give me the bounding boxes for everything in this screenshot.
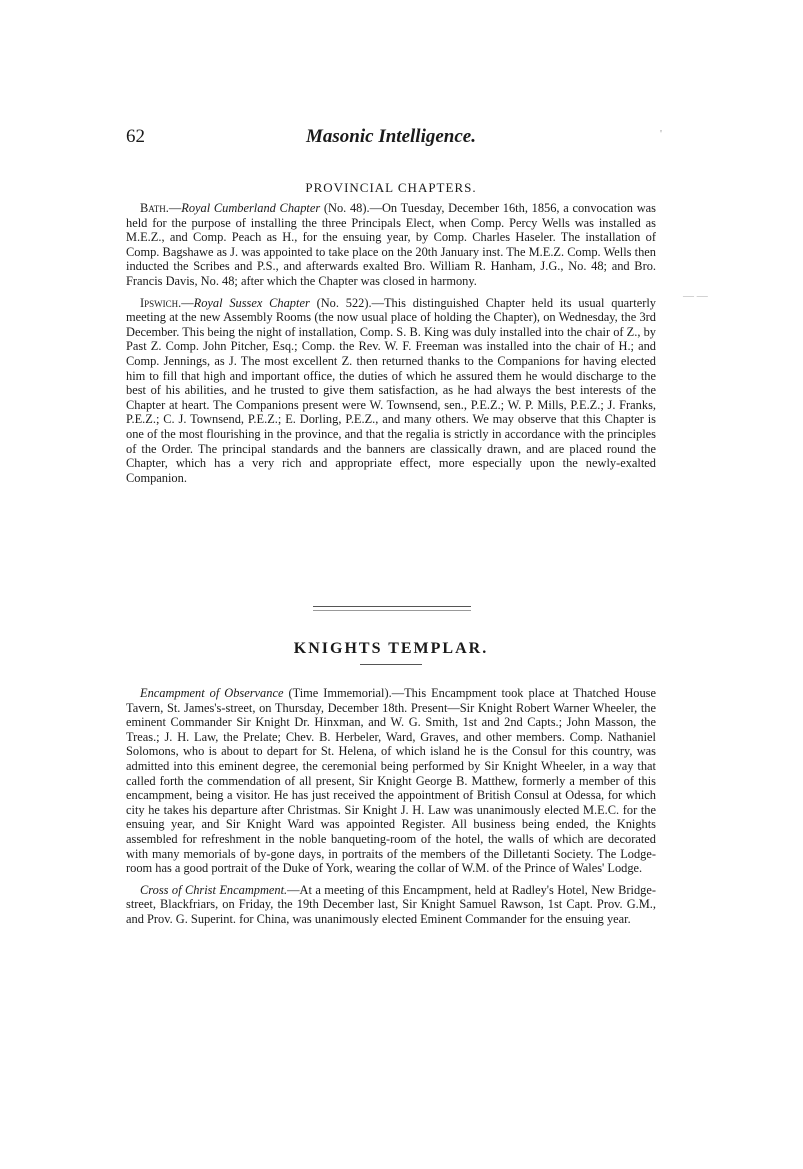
margin-dash: — — xyxy=(683,290,708,302)
encampment-name: Encampment of Observance xyxy=(140,686,284,700)
paragraph-text: (Time Immemorial).—This Encampment took place at Thatched House Tavern, St. James's-street, on Thursday, December 18th. Present—Sir Knight Robert Warner Wheeler, the eminent Commander Sir Knight Dr. Hinxman, and W. G. Smith, 1st and 2nd Capts.; John Masson, the Treas.; J. H. Law, the Prelate; Chev. B. Herbeler, Ward, Graves, and other members. Comp. Nathaniel Solomons, who is about to depart for St. Helena, of which island he is the Consul for this country, was admitted into this eminent degree, the ceremonial being performed by Sir Knight Wheeler, in a way that called forth the commendation of all present, Sir Knight George B. Matthew, formerly a member of this encampment, being a visitor. He has just received the appointment of British Consul at Odessa, for which city he takes his departure after Christmas. Sir Knight J. H. Law was unanimously elected M.E.C. for the ensuing year, and Sir Knight Ward was appointed Register. All business being ended, the Knights assembled for refreshment in the noble banqueting-room of the hotel, the walls of which are decorated with many memorials of by-gone days, in portraits of the members of the Dilletanti Society. The Lodge-room has a good portrait of the Duke of York, wearing the collar of W.M. of the Prince of Wales' Lodge. xyxy=(126,686,656,876)
title-underline xyxy=(360,664,422,665)
paragraph-observance xyxy=(126,686,656,876)
paragraph-text: —At a meeting of this Encampment, held at Radley's Hotel, New Bridge-street, Blackfriars, on Friday, the 19th December last, Sir Knight Samuel Rawson, 1st Capt. Prov. G.M., and Prov. G. Superint. for China, was unanimously elected Eminent Commander for the ensuing year. xyxy=(126,882,656,926)
section-divider-lower xyxy=(313,610,471,611)
paragraph-bath: Bath.—Royal Cumberland Chapter (No. 48).—On Tuesday, December 16th, 1856, a convocation was held for the purpose of installing the three Principals Elect, when Comp. Percy Wells was installed as M.E.Z., and Comp. Peach as H., for the ensuing year, by Comp. Charles Haseler. The installation of Comp. Bagshawe as J. was appointed to take place on the 20th January inst. The M.E.Z. Comp. Wells then inducted the Scribes and P.S., and afterwards exalted Bro. William R. Hanham, J.G., No. 48; and Bro. Francis Davis, No. 48; after which the Chapter was closed in harmony. xyxy=(126,201,656,288)
knights-templar-body xyxy=(126,686,656,934)
provincial-chapters-title: PROVINCIAL CHAPTERS. xyxy=(305,180,477,195)
paragraph-text: (No. 522).—This distinguished Chapter held its usual quarterly meeting at the new Assembly Rooms (the now usual place of holding the Chapter), on Wednesday, the 3rd December. This being the night of installation, Comp. S. B. King was duly installed into the chair of Z., by Past Z. Comp. John Pitcher, Esq.; Comp. the Rev. W. F. Freeman was installed into the chair of H.; and Comp. Jennings, as J. The most excellent Z. then returned thanks to the Companions for having elected him to fill that high and important office, the duties of which he assured them he would discharge to the best of his abilities, and he trusted to give them satisfaction, as he had always the best interests of the Chapter at heart. The Companions present were W. Townsend, sen., P.E.Z.; W. P. Mills, P.E.Z.; J. Franks, P.E.Z.; C. J. Townsend, P.E.Z.; E. Dorling, P.E.Z., and many others. We may observe that this Chapter is one of the most flourishing in the province, and that the regalia is strictly in accordance with the principles of the Order. The principal standards and the banners are classically drawn, and are placed round the Chapter, which has a very rich and appropriate effect, more especially upon the newly-exalted Companion. xyxy=(126,295,656,485)
section-divider xyxy=(313,606,471,607)
paragraph-ipswich: Ipswich.—Royal Sussex Chapter (No. 522).—This distinguished Chapter held its usual quarterly meeting at the new Assembly Rooms (the now usual place of holding the Chapter), on Wednesday, the 3rd December. This being the night of installation, Comp. S. B. King was duly installed into the chair of Z., by Past Z. Comp. John Pitcher, Esq.; Comp. the Rev. W. F. Freeman was installed into the chair of H.; and Comp. Jennings, as J. The most excellent Z. then returned thanks to the Companions for having elected him to fill that high and important office, the duties of which he assured them he would discharge to the best of his abilities, and he trusted to give them satisfaction, as he had always the best interests of the Chapter at heart. The Companions present were W. Townsend, sen., P.E.Z.; W. P. Mills, P.E.Z.; J. Franks, P.E.Z.; C. J. Townsend, P.E.Z.; E. Dorling, P.E.Z., and many others. We may observe that this Chapter is one of the most flourishing in the province, and that the regalia is strictly in accordance with the principles of the Order. The principal standards and the banners are classically drawn, and are placed round the Chapter, which has a very rich and appropriate effect, more especially upon the newly-exalted Companion. xyxy=(126,295,656,485)
provincial-chapters-body xyxy=(126,201,656,492)
chapter-name: Royal Sussex Chapter xyxy=(193,295,310,310)
chapter-name: Royal Cumberland Chapter xyxy=(181,201,321,215)
paragraph-cross-of-christ xyxy=(126,883,656,927)
paragraph-text: (No. 48).—On Tuesday, December 16th, 1856, a convocation was held for the purpose of installing the three Principals Elect, when Comp. Percy Wells was installed as M.E.Z., and Comp. Peach as H., for the ensuing year, by Comp. Charles Haseler. The installation of Comp. Bagshawe as J. was appointed to take place on the 20th January inst. The M.E.Z. Comp. Wells then inducted the Scribes and P.S., and afterwards exalted Bro. William R. Hanham, J.G., No. 48; and Bro. Francis Davis, No. 48; after which the Chapter was closed in harmony. xyxy=(126,201,656,288)
page-header xyxy=(126,126,656,154)
page-number: 62 xyxy=(126,126,145,147)
place-name: Bath. xyxy=(140,201,169,215)
margin-tick: ' xyxy=(660,128,662,140)
encampment-name: Cross of Christ Encampment. xyxy=(140,882,288,897)
place-name: Ipswich. xyxy=(140,295,182,310)
knights-templar-title: KNIGHTS TEMPLAR. xyxy=(293,640,489,657)
running-title: Masonic Intelligence. xyxy=(306,126,476,147)
